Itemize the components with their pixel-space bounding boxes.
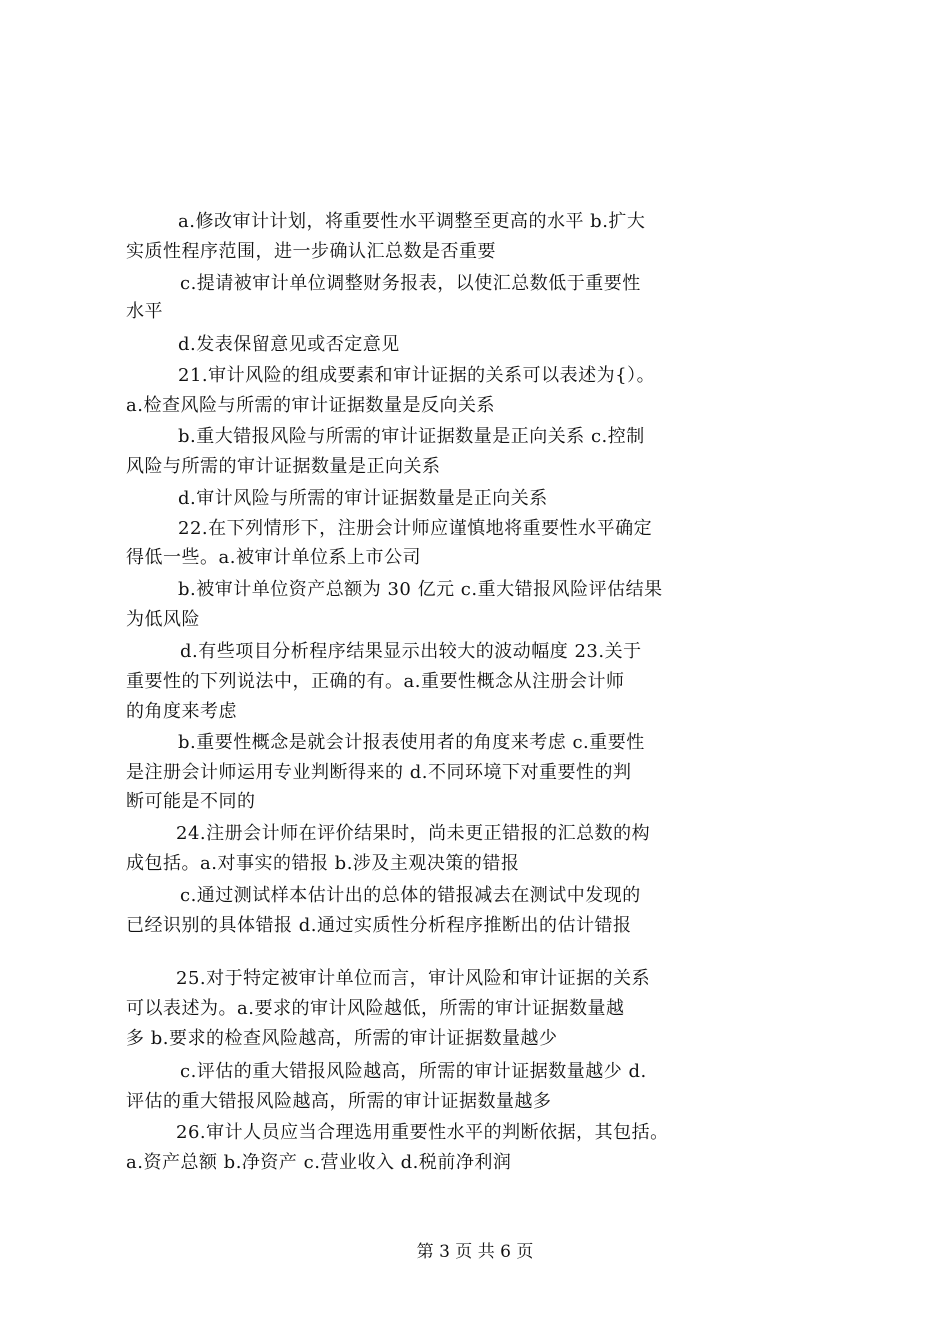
- text-line: 22.在下列情形下，注册会计师应谨慎地将重要性水平确定: [178, 518, 653, 539]
- text-line: 成包括。a.对事实的错报 b.涉及主观决策的错报: [126, 853, 520, 874]
- text-line: d.有些项目分析程序结果显示出较大的波动幅度 23.关于: [180, 641, 642, 662]
- text-line: c.通过测试样本估计出的总体的错报减去在测试中发现的: [180, 885, 641, 906]
- text-line: 实质性程序范围，进一步确认汇总数是否重要: [126, 241, 496, 262]
- text-line: 的角度来考虑: [126, 701, 237, 722]
- text-line: b.重要性概念是就会计报表使用者的角度来考虑 c.重要性: [178, 732, 645, 753]
- text-line: a.资产总额 b.净资产 c.营业收入 d.税前净利润: [126, 1152, 512, 1173]
- text-line: d.审计风险与所需的审计证据数量是正向关系: [178, 488, 548, 509]
- text-line: 风险与所需的审计证据数量是正向关系: [126, 456, 441, 477]
- text-line: 为低风险: [126, 609, 200, 630]
- text-line: 已经识别的具体错报 d.通过实质性分析程序推断出的估计错报: [126, 915, 632, 936]
- text-line: b.重大错报风险与所需的审计证据数量是正向关系 c.控制: [178, 426, 645, 447]
- text-line: 断可能是不同的: [126, 791, 256, 812]
- page-footer: 第 3 页 共 6 页: [416, 1242, 534, 1262]
- text-line: 多 b.要求的检查风险越高，所需的审计证据数量越少: [126, 1028, 558, 1049]
- text-line: a.检查风险与所需的审计证据数量是反向关系: [126, 395, 495, 416]
- text-line: c.评估的重大错报风险越高，所需的审计证据数量越少 d.: [180, 1061, 647, 1082]
- text-line: 26.审计人员应当合理选用重要性水平的判断依据，其包括。: [176, 1122, 669, 1143]
- text-line: 25.对于特定被审计单位而言，审计风险和审计证据的关系: [176, 968, 651, 989]
- text-line: 是注册会计师运用专业判断得来的 d.不同环境下对重要性的判: [126, 762, 632, 783]
- text-line: c.提请被审计单位调整财务报表，以使汇总数低于重要性: [180, 273, 641, 294]
- text-line: 21.审计风险的组成要素和审计证据的关系可以表述为{）。: [178, 365, 656, 386]
- text-line: 可以表述为。a.要求的审计风险越低，所需的审计证据数量越: [126, 998, 625, 1019]
- text-line: d.发表保留意见或否定意见: [178, 334, 400, 355]
- text-line: b.被审计单位资产总额为 30 亿元 c.重大错报风险评估结果: [178, 579, 663, 600]
- text-line: 24.注册会计师在评价结果时，尚未更正错报的汇总数的构: [176, 823, 651, 844]
- text-line: 水平: [126, 301, 163, 322]
- text-line: a.修改审计计划，将重要性水平调整至更高的水平 b.扩大: [178, 211, 646, 232]
- text-line: 评估的重大错报风险越高，所需的审计证据数量越多: [126, 1091, 552, 1112]
- text-line: 重要性的下列说法中，正确的有。a.重要性概念从注册会计师: [126, 671, 625, 692]
- text-line: 得低一些。a.被审计单位系上市公司: [126, 547, 421, 568]
